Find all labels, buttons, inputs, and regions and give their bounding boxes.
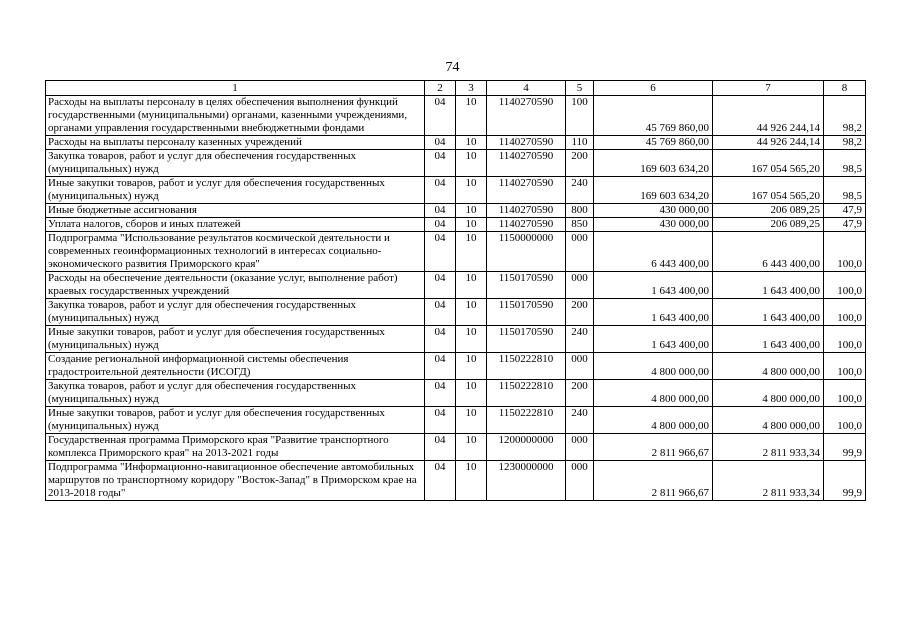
target-article-code: 1140270590: [487, 177, 566, 204]
table-row: [46, 232, 866, 272]
row-description: Закупка товаров, работ и услуг для обеспечения государственных (муниципальных) нужд: [46, 380, 425, 407]
budget-table: [45, 80, 866, 501]
target-article-code: 1200000000: [487, 434, 566, 461]
expense-type-code: 240: [566, 407, 594, 434]
row-description: Иные бюджетные ассигнования: [46, 204, 425, 218]
row-description: Подпрограмма "Информационно-навигационное обеспечение автомобильных маршрутов по транспортному коридору "Восток-Запад" в Приморском крае на 2013-2018 годы": [46, 461, 425, 501]
subsection-code: 10: [456, 177, 487, 204]
section-code: 04: [425, 407, 456, 434]
column-header: 5: [566, 81, 594, 96]
execution-percent: 98,5: [824, 150, 866, 177]
executed-amount: 1 643 400,00: [713, 272, 824, 299]
execution-percent: 98,5: [824, 177, 866, 204]
target-article-code: 1140270590: [487, 150, 566, 177]
target-article-code: 1150170590: [487, 299, 566, 326]
execution-percent: 100,0: [824, 353, 866, 380]
subsection-code: 10: [456, 150, 487, 177]
section-code: 04: [425, 272, 456, 299]
expense-type-code: 240: [566, 177, 594, 204]
section-code: 04: [425, 96, 456, 136]
row-description: Расходы на выплаты персоналу казенных учреждений: [46, 136, 425, 150]
target-article-code: 1140270590: [487, 218, 566, 232]
table-row: [46, 177, 866, 204]
target-article-code: 1150000000: [487, 232, 566, 272]
executed-amount: 167 054 565,20: [713, 150, 824, 177]
planned-amount: 45 769 860,00: [594, 136, 713, 150]
expense-type-code: 110: [566, 136, 594, 150]
table-row: [46, 218, 866, 232]
planned-amount: 169 603 634,20: [594, 150, 713, 177]
row-description: Закупка товаров, работ и услуг для обеспечения государственных (муниципальных) нужд: [46, 150, 425, 177]
table-header-row: [46, 81, 866, 96]
subsection-code: 10: [456, 434, 487, 461]
planned-amount: 45 769 860,00: [594, 96, 713, 136]
expense-type-code: 100: [566, 96, 594, 136]
section-code: 04: [425, 232, 456, 272]
executed-amount: 4 800 000,00: [713, 353, 824, 380]
execution-percent: 100,0: [824, 299, 866, 326]
execution-percent: 100,0: [824, 407, 866, 434]
planned-amount: 430 000,00: [594, 204, 713, 218]
subsection-code: 10: [456, 380, 487, 407]
planned-amount: 4 800 000,00: [594, 353, 713, 380]
subsection-code: 10: [456, 218, 487, 232]
planned-amount: 4 800 000,00: [594, 380, 713, 407]
section-code: 04: [425, 461, 456, 501]
planned-amount: 169 603 634,20: [594, 177, 713, 204]
expense-type-code: 000: [566, 434, 594, 461]
execution-percent: 98,2: [824, 136, 866, 150]
section-code: 04: [425, 434, 456, 461]
executed-amount: 206 089,25: [713, 204, 824, 218]
subsection-code: 10: [456, 326, 487, 353]
row-description: Подпрограмма "Использование результатов космической деятельности и современных геоинформационных технологий в интересах социально-экономического развития Приморского края": [46, 232, 425, 272]
section-code: 04: [425, 218, 456, 232]
execution-percent: 47,9: [824, 218, 866, 232]
row-description: Создание региональной информационной системы обеспечения градостроительной деятельности (ИСОГД): [46, 353, 425, 380]
column-header: 8: [824, 81, 866, 96]
section-code: 04: [425, 353, 456, 380]
executed-amount: 6 443 400,00: [713, 232, 824, 272]
executed-amount: 1 643 400,00: [713, 299, 824, 326]
expense-type-code: 240: [566, 326, 594, 353]
planned-amount: 430 000,00: [594, 218, 713, 232]
column-header: 3: [456, 81, 487, 96]
execution-percent: 100,0: [824, 272, 866, 299]
target-article-code: 1140270590: [487, 204, 566, 218]
expense-type-code: 800: [566, 204, 594, 218]
row-description: Закупка товаров, работ и услуг для обеспечения государственных (муниципальных) нужд: [46, 299, 425, 326]
execution-percent: 100,0: [824, 380, 866, 407]
section-code: 04: [425, 204, 456, 218]
execution-percent: 47,9: [824, 204, 866, 218]
subsection-code: 10: [456, 136, 487, 150]
planned-amount: 1 643 400,00: [594, 326, 713, 353]
table-row: [46, 326, 866, 353]
subsection-code: 10: [456, 96, 487, 136]
expense-type-code: 850: [566, 218, 594, 232]
table-row: [46, 96, 866, 136]
execution-percent: 99,9: [824, 461, 866, 501]
section-code: 04: [425, 326, 456, 353]
section-code: 04: [425, 177, 456, 204]
executed-amount: 1 643 400,00: [713, 326, 824, 353]
subsection-code: 10: [456, 204, 487, 218]
table-row: [46, 407, 866, 434]
executed-amount: 4 800 000,00: [713, 407, 824, 434]
target-article-code: 1150170590: [487, 326, 566, 353]
expense-type-code: 200: [566, 380, 594, 407]
subsection-code: 10: [456, 232, 487, 272]
target-article-code: 1150170590: [487, 272, 566, 299]
subsection-code: 10: [456, 272, 487, 299]
section-code: 04: [425, 380, 456, 407]
column-header: 7: [713, 81, 824, 96]
section-code: 04: [425, 150, 456, 177]
subsection-code: 10: [456, 299, 487, 326]
table-row: [46, 272, 866, 299]
table-row: [46, 150, 866, 177]
executed-amount: 2 811 933,34: [713, 461, 824, 501]
column-header: 1: [46, 81, 425, 96]
executed-amount: 4 800 000,00: [713, 380, 824, 407]
planned-amount: 4 800 000,00: [594, 407, 713, 434]
executed-amount: 44 926 244,14: [713, 96, 824, 136]
column-header: 2: [425, 81, 456, 96]
execution-percent: 100,0: [824, 232, 866, 272]
table-row: [46, 136, 866, 150]
execution-percent: 100,0: [824, 326, 866, 353]
target-article-code: 1140270590: [487, 136, 566, 150]
target-article-code: 1140270590: [487, 96, 566, 136]
table-row: [46, 299, 866, 326]
subsection-code: 10: [456, 461, 487, 501]
table-row: [46, 204, 866, 218]
planned-amount: 1 643 400,00: [594, 272, 713, 299]
planned-amount: 1 643 400,00: [594, 299, 713, 326]
row-description: Расходы на выплаты персоналу в целях обеспечения выполнения функций государственными (муниципальными) органами, казенными учреждениями, органами управления государственными внебюджетными фондами: [46, 96, 425, 136]
subsection-code: 10: [456, 407, 487, 434]
row-description: Расходы на обеспечение деятельности (оказание услуг, выполнение работ) краевых государственных учреждений: [46, 272, 425, 299]
table-row: [46, 461, 866, 501]
row-description: Иные закупки товаров, работ и услуг для обеспечения государственных (муниципальных) нужд: [46, 326, 425, 353]
target-article-code: 1150222810: [487, 380, 566, 407]
planned-amount: 6 443 400,00: [594, 232, 713, 272]
expense-type-code: 000: [566, 353, 594, 380]
table-row: [46, 380, 866, 407]
section-code: 04: [425, 136, 456, 150]
table-row: [46, 434, 866, 461]
executed-amount: 167 054 565,20: [713, 177, 824, 204]
column-header: 6: [594, 81, 713, 96]
expense-type-code: 000: [566, 461, 594, 501]
row-description: Уплата налогов, сборов и иных платежей: [46, 218, 425, 232]
subsection-code: 10: [456, 353, 487, 380]
planned-amount: 2 811 966,67: [594, 461, 713, 501]
executed-amount: 2 811 933,34: [713, 434, 824, 461]
expense-type-code: 200: [566, 150, 594, 177]
column-header: 4: [487, 81, 566, 96]
execution-percent: 98,2: [824, 96, 866, 136]
planned-amount: 2 811 966,67: [594, 434, 713, 461]
target-article-code: 1150222810: [487, 407, 566, 434]
executed-amount: 206 089,25: [713, 218, 824, 232]
execution-percent: 99,9: [824, 434, 866, 461]
target-article-code: 1150222810: [487, 353, 566, 380]
row-description: Государственная программа Приморского края "Развитие транспортного комплекса Приморского края" на 2013-2021 годы: [46, 434, 425, 461]
expense-type-code: 000: [566, 232, 594, 272]
row-description: Иные закупки товаров, работ и услуг для обеспечения государственных (муниципальных) нужд: [46, 407, 425, 434]
expense-type-code: 000: [566, 272, 594, 299]
row-description: Иные закупки товаров, работ и услуг для обеспечения государственных (муниципальных) нужд: [46, 177, 425, 204]
page-number: 74: [445, 60, 460, 75]
executed-amount: 44 926 244,14: [713, 136, 824, 150]
expense-type-code: 200: [566, 299, 594, 326]
target-article-code: 1230000000: [487, 461, 566, 501]
table-row: [46, 353, 866, 380]
section-code: 04: [425, 299, 456, 326]
